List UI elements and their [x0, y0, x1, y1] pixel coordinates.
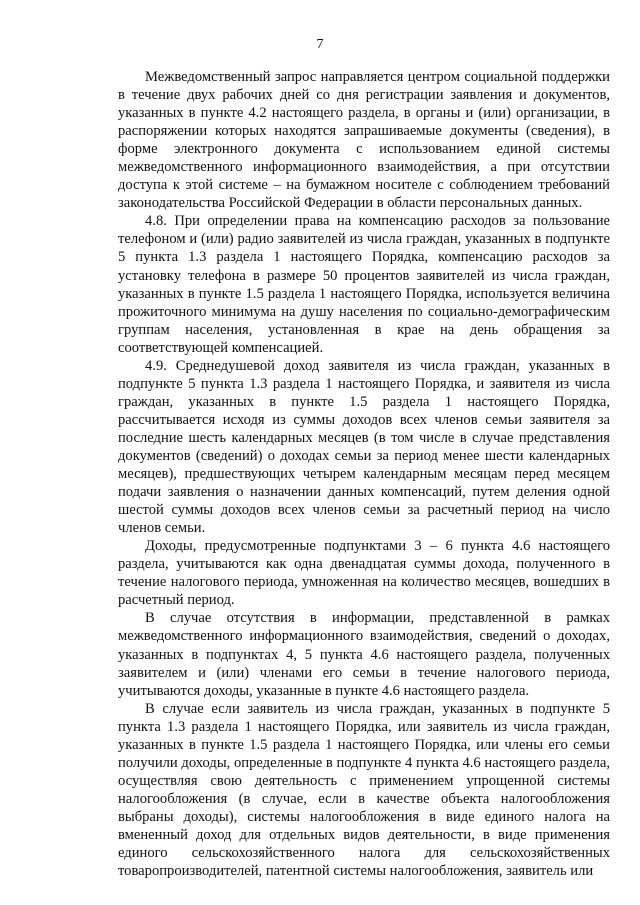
paragraph-tax-systems: В случае если заявитель из числа граждан, указанных в подпункте 5 пункта 1.3 раздела 1 настоящего Порядка, или заявитель из числа граждан, указанных в пункте 1.5 раздела 1 настоящего Порядка, или члены его семьи получили доходы, определенные в подпункте 4 пункта 4.6 настоящего раздела, осуществляя свою деятельность с применением упрощенной системы налогообложения (в случае, если в качестве объекта налогообложения выбраны доходы), системы налогообложения в виде единого налога на вмененный доход для отдельных видов деятельности, в виде применения единого сельскохозяйственного налога для сельскохозяйственных товаропроизводителей, патентной системы налогообложения, заявитель или — [118, 700, 610, 880]
paragraph-missing-information: В случае отсутствия в информации, представленной в рамках межведомственного информационного взаимодействия, сведений о доходах, указанных в подпунктах 4, 5 пункта 4.6 настоящего раздела, полученных заявителем и (или) членами его семьи в течение налогового периода, учитываются доходы, указанные в пункте 4.6 настоящего раздела. — [118, 610, 610, 699]
paragraph-interagency-request: Межведомственный запрос направляется центром социальной поддержки в течение двух рабочих дней со дня регистрации заявления и документов, указанных в пункте 4.2 настоящего раздела, в органы и (или) организации, в распоряжении которых находятся запрашиваемые документы (сведения), в форме электронного документа с использованием единой системы межведомственного информационного взаимодействия, а при отсутствии доступа к этой системе – на бумажном носителе с соблюдением требований законодательства Российской Федерации в области персональных данных. — [118, 69, 610, 212]
paragraph-4-8: 4.8. При определении права на компенсацию расходов за пользование телефоном и (или) радио заявителей из числа граждан, указанных в подпункте 5 пункта 1.3 раздела 1 настоящего Порядка, компенсацию расходов за установку телефона в размере 50 процентов заявителей из числа граждан, указанных в пункте 1.5 раздела 1 настоящего Порядка, используется величина прожиточного минимума на душу населения по социально-демографическим группам населения, установленная в крае на день обращения за соответствующей компенсацией. — [118, 213, 610, 356]
document-body — [118, 68, 610, 880]
paragraph-4-9: 4.9. Среднедушевой доход заявителя из числа граждан, указанных в подпункте 5 пункта 1.3 раздела 1 настоящего Порядка, и заявителя из числа граждан, указанных в пункте 1.5 раздела 1 настоящего Порядка, рассчитывается исходя из суммы доходов всех членов семьи заявителя за последние шесть календарных месяцев (в том числе в случае представления документов (сведений) о доходах семьи за период менее шести календарных месяцев), предшествующих четырем календарным месяцам перед месяцем подачи заявления о назначении данных компенсаций, путем деления одной шестой суммы доходов всех членов семьи за расчетный период на число членов семьи. — [118, 357, 610, 537]
paragraph-income-subpoints: Доходы, предусмотренные подпунктами 3 – 6 пункта 4.6 настоящего раздела, учитываются как одна двенадцатая суммы дохода, полученного в течение налогового периода, умноженная на количество месяцев, вошедших в расчетный период. — [118, 538, 610, 609]
page-number: 7 — [316, 37, 324, 52]
